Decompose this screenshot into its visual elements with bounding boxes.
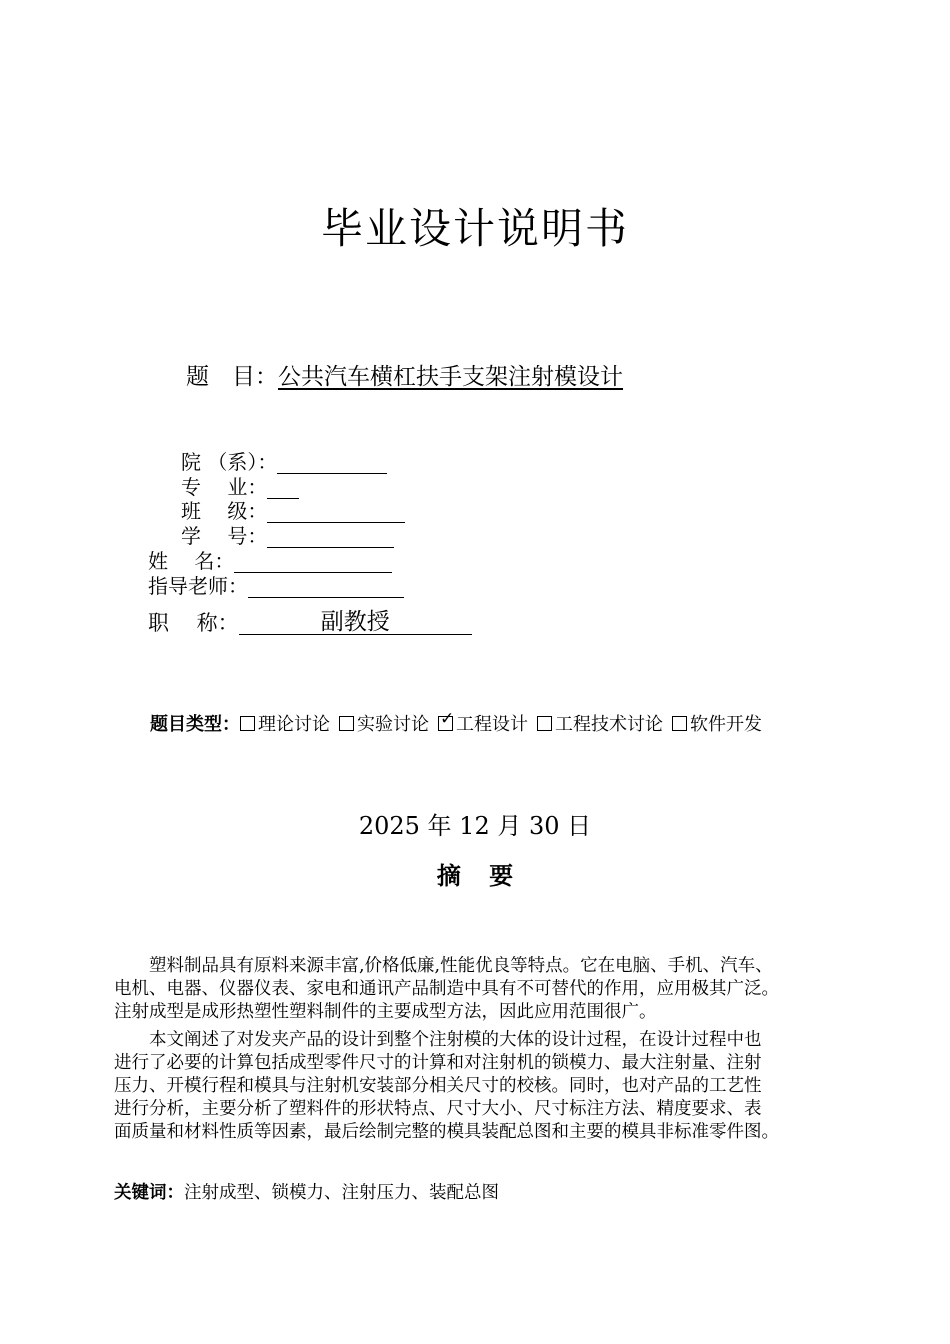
field-student-id-blank[interactable] [267, 527, 394, 548]
field-major [181, 475, 299, 499]
text-line: 进行了必要的计算包括成型零件尺寸的计算和对注射机的锁模力、最大注射量、注射 [114, 1053, 762, 1073]
abstract-heading: 摘 要 [436, 862, 524, 890]
checkbox-icon[interactable] [537, 716, 552, 731]
topic-type-label: 题目类型： [150, 714, 240, 735]
topic-type-option-experiment[interactable] [339, 710, 429, 736]
field-department-label: 院 （系）： [181, 450, 278, 474]
text-line: 进行分析，主要分析了塑料件的形状特点、尺寸大小、尺寸标注方法、精度要求、表 [114, 1099, 762, 1119]
text-line: 塑料制品具有原料来源丰富,价格低廉,性能优良等特点。它在电脑、手机、汽车、 [114, 956, 773, 976]
field-student-id [181, 524, 394, 548]
text-line: 压力、开模行程和模具与注射机安装部分相关尺寸的校核。同时，也对产品的工艺性 [114, 1076, 762, 1096]
checkbox-icon[interactable] [240, 716, 255, 731]
checkbox-icon[interactable] [672, 716, 687, 731]
subject-label: 题 目： [186, 364, 278, 390]
keywords-line [114, 1179, 499, 1204]
checkbox-icon[interactable] [339, 716, 354, 731]
subject-line [186, 358, 623, 391]
field-name [148, 549, 392, 573]
abstract-paragraph-2 [114, 1029, 779, 1144]
keywords-label: 关键词： [114, 1183, 184, 1203]
field-title [148, 610, 472, 635]
option-label: 软件开发 [690, 714, 762, 735]
topic-type-row [150, 710, 771, 736]
subject-value: 公共汽车横杠扶手支架注射模设计 [278, 364, 623, 390]
field-advisor-blank[interactable] [248, 577, 404, 598]
date: 2025 年 12 月 30 日 [358, 812, 592, 840]
text-line: 本文阐述了对发夹产品的设计到整个注射模的大体的设计过程，在设计过程中也 [114, 1030, 762, 1050]
option-label: 工程设计 [456, 714, 528, 735]
field-major-label: 专 业： [181, 475, 268, 499]
field-student-id-label: 学 号： [181, 524, 268, 548]
option-label: 理论讨论 [258, 714, 330, 735]
text-line: 电机、电器、仪器仪表、家电和通讯产品制造中具有不可替代的作用，应用极其广泛。 [114, 979, 779, 999]
abstract-paragraph-1 [114, 955, 779, 1024]
field-major-blank[interactable] [267, 478, 299, 499]
field-name-label: 姓 名： [148, 549, 235, 573]
field-title-value[interactable]: 副教授 [239, 610, 472, 635]
field-department-blank[interactable] [277, 453, 387, 474]
topic-type-option-theory[interactable] [240, 710, 330, 736]
field-advisor [148, 574, 404, 598]
option-label: 工程技术讨论 [555, 714, 663, 735]
field-advisor-label: 指导老师： [148, 574, 248, 598]
topic-type-option-engineering[interactable] [438, 710, 528, 736]
field-department [181, 450, 387, 474]
topic-type-option-software[interactable] [672, 710, 762, 736]
field-title-label: 职 称： [148, 611, 239, 635]
field-name-blank[interactable] [234, 552, 392, 573]
field-class-blank[interactable] [267, 502, 405, 523]
field-class [181, 499, 405, 523]
keywords-value: 注射成型、锁模力、注射压力、装配总图 [184, 1183, 499, 1203]
checkbox-checked-icon[interactable] [438, 708, 455, 731]
document-title: 毕业设计说明书 [320, 204, 629, 253]
topic-type-option-tech-discussion[interactable] [537, 710, 663, 736]
text-line: 注射成型是成形热塑性塑料制件的主要成型方法，因此应用范围很广。 [114, 1002, 657, 1022]
text-line: 面质量和材料性质等因素，最后绘制完整的模具装配总图和主要的模具非标准零件图。 [114, 1122, 779, 1142]
field-class-label: 班 级： [181, 499, 268, 523]
option-label: 实验讨论 [357, 714, 429, 735]
check-mark-icon: ✓ [440, 708, 455, 729]
